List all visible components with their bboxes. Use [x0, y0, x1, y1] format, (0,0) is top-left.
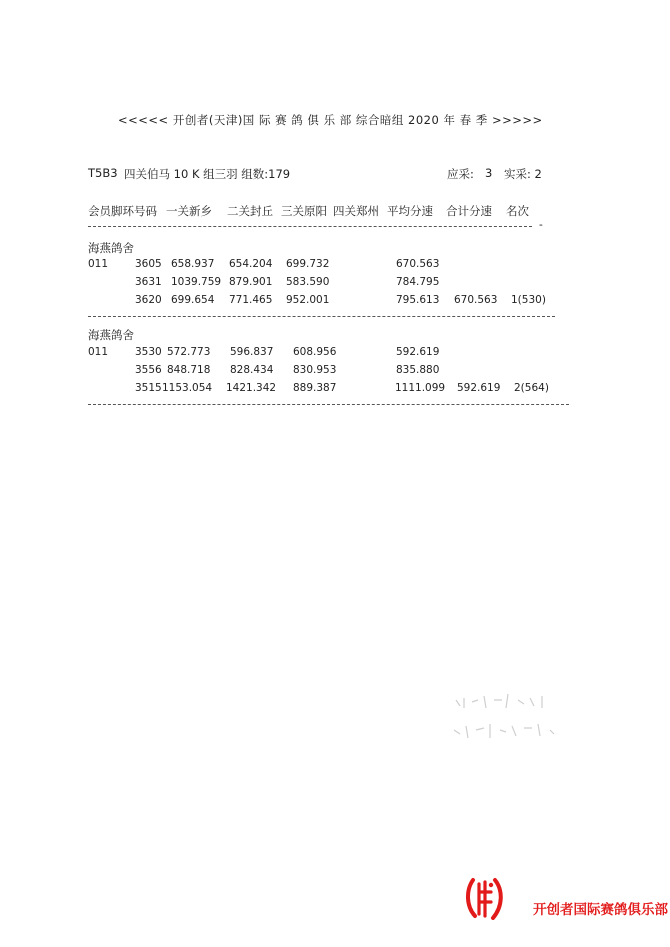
header-divider: [88, 226, 532, 227]
bleed-through-marks: [450, 690, 560, 750]
total-speed: 670.563: [454, 294, 498, 306]
stage3-speed: 608.956: [293, 346, 337, 358]
group-description: 四关伯马 10 K 组三羽 组数:179: [124, 167, 291, 181]
ring-number: 3530: [135, 346, 162, 358]
column-header-stage2: 二关封丘: [227, 204, 273, 218]
rank: 2(564): [514, 382, 549, 394]
average-speed: 784.795: [396, 276, 440, 288]
column-header-rank: 名次: [506, 204, 529, 218]
ring-number: 3556: [135, 364, 162, 376]
stage2-speed: 1421.342: [226, 382, 277, 394]
ring-number: 3631: [135, 276, 162, 288]
stage3-speed: 889.387: [293, 382, 337, 394]
stage2-speed: 879.901: [229, 276, 273, 288]
column-header-stage1: 一关新乡: [166, 204, 212, 218]
loft-name: 海燕鸽舍: [88, 241, 134, 255]
column-header-total: 合计分速: [446, 204, 492, 218]
stage3-speed: 952.001: [286, 294, 330, 306]
stage1-speed: 572.773: [167, 346, 211, 358]
average-speed: 670.563: [396, 258, 440, 270]
stage1-speed: 1153.054: [162, 382, 213, 394]
stage3-speed: 830.953: [293, 364, 337, 376]
ring-number: 3620: [135, 294, 162, 306]
loft-name: 海燕鸽舍: [88, 328, 134, 342]
stage3-speed: 583.590: [286, 276, 330, 288]
average-speed: 795.613: [396, 294, 440, 306]
average-speed: 592.619: [396, 346, 440, 358]
stage2-speed: 828.434: [230, 364, 274, 376]
should-count-label: 应采:: [447, 167, 474, 181]
ring-number: 3605: [135, 258, 162, 270]
club-logo-text: 开创者国际赛鸽俱乐部: [533, 902, 668, 918]
stage2-speed: 771.465: [229, 294, 273, 306]
rank: 1(530): [511, 294, 546, 306]
stage1-speed: 1039.759: [171, 276, 222, 288]
column-header-average: 平均分速: [387, 204, 433, 218]
average-speed: 835.880: [396, 364, 440, 376]
stage1-speed: 848.718: [167, 364, 211, 376]
actual-count: 实采: 2: [504, 167, 542, 181]
total-speed: 592.619: [457, 382, 501, 394]
table-end-divider: [88, 404, 569, 405]
stage3-speed: 699.732: [286, 258, 330, 270]
ring-number: 3515: [135, 382, 162, 394]
club-seal-icon: [463, 876, 507, 920]
report-title: <<<<< 开创者(天津)国 际 赛 鸽 俱 乐 部 综合暗组 2020 年 春 季 >>>>>: [118, 113, 543, 127]
group-code: T5B3: [88, 166, 118, 180]
column-header-stage4: 四关郑州: [333, 204, 379, 218]
stage2-speed: 596.837: [230, 346, 274, 358]
average-speed: 1111.099: [395, 382, 446, 394]
header-divider-tick: -: [539, 219, 543, 231]
member-id: 011: [88, 258, 109, 270]
stage1-speed: 658.937: [171, 258, 215, 270]
should-count-value: 3: [485, 166, 493, 180]
column-header-ring: 会员脚环号码: [88, 204, 157, 218]
group-divider: [88, 316, 555, 317]
member-id: 011: [88, 346, 109, 358]
stage2-speed: 654.204: [229, 258, 273, 270]
stage1-speed: 699.654: [171, 294, 215, 306]
column-header-stage3: 三关原阳: [281, 204, 327, 218]
